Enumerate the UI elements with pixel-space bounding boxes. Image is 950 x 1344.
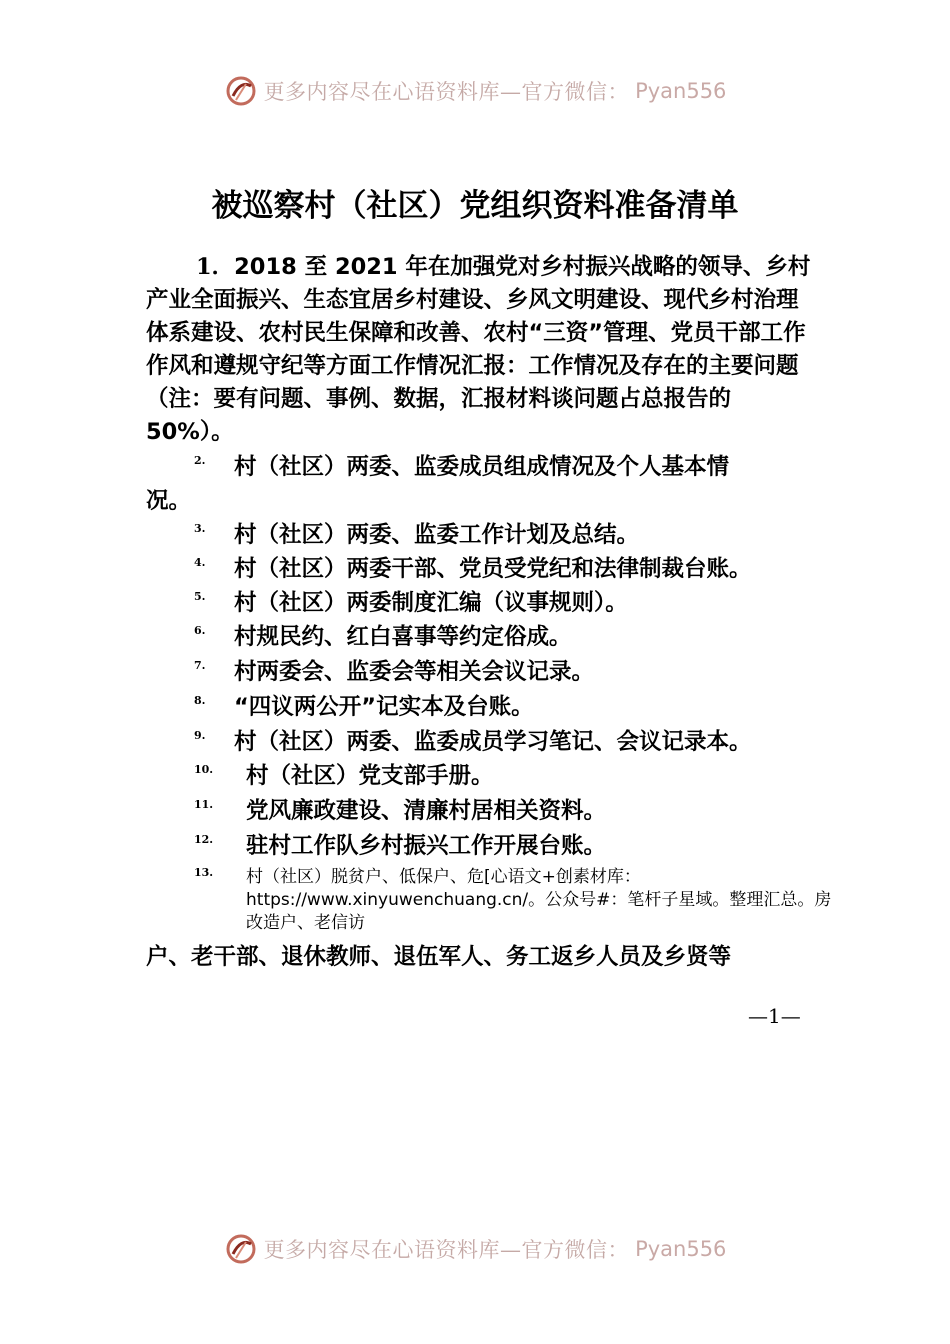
item-text: 村规民约、红白喜事等约定俗成。 bbox=[234, 624, 572, 650]
item-text: “四议两公开”记实本及台账。 bbox=[234, 694, 534, 720]
item-number: 3. bbox=[194, 522, 206, 535]
item-number: 5. bbox=[194, 590, 206, 603]
item-number: 10. bbox=[194, 763, 214, 776]
item-number: 8. bbox=[194, 694, 206, 707]
item-text: 村（社区）两委制度汇编（议事规则）。 bbox=[234, 590, 628, 616]
watermark-text: 更多内容尽在心语资料库—官方微信： bbox=[263, 80, 630, 104]
item-number: 4. bbox=[194, 556, 206, 569]
list-item-10 bbox=[146, 759, 826, 793]
list-item-12 bbox=[146, 829, 826, 863]
list-item-5 bbox=[146, 586, 826, 620]
item-text: 驻村工作队乡村振兴工作开展台账。 bbox=[246, 833, 607, 859]
page-number: —1— bbox=[748, 1004, 801, 1028]
item-text-continued: 况。 bbox=[146, 488, 192, 514]
page-title: 被巡察村（社区）党组织资料准备清单 bbox=[211, 188, 739, 224]
item-number: 12. bbox=[194, 833, 214, 846]
item-text: 村（社区）两委、监委工作计划及总结。 bbox=[234, 522, 640, 548]
item-number: 9. bbox=[194, 729, 206, 742]
watermark-text: 更多内容尽在心语资料库—官方微信： bbox=[263, 1238, 630, 1262]
list-item-13 bbox=[146, 866, 846, 935]
logo-icon bbox=[224, 74, 258, 108]
watermark-footer bbox=[0, 1232, 950, 1266]
item-text: 村（社区）两委干部、党员受党纪和法律制裁台账。 bbox=[234, 556, 752, 582]
list-item-7 bbox=[146, 655, 826, 689]
list-item-4 bbox=[146, 552, 826, 586]
list-item-6 bbox=[146, 620, 826, 654]
item-number: 11. bbox=[194, 798, 214, 811]
logo-icon bbox=[224, 1232, 258, 1266]
item-number: 13. bbox=[194, 866, 214, 879]
item-text: 村（社区）两委、监委成员学习笔记、会议记录本。 bbox=[234, 729, 752, 755]
item-number: 7. bbox=[194, 659, 206, 672]
list-item-1 bbox=[146, 251, 816, 449]
item-text: 村两委会、监委会等相关会议记录。 bbox=[234, 659, 595, 685]
item-number: 1． bbox=[196, 254, 235, 280]
list-item-9 bbox=[146, 725, 826, 759]
list-item-8 bbox=[146, 690, 826, 724]
watermark-handle: Pyan556 bbox=[635, 79, 727, 103]
list-item-11 bbox=[146, 794, 826, 828]
list-item-2 bbox=[146, 450, 826, 518]
list-item-3 bbox=[146, 518, 826, 552]
item-text: 村（社区）脱贫户、低保户、危[心语文+创素材库：https://www.xinyuwenchuang.cn/。公众号#：笔杆子星域。整理汇总。房改造户、老信访 bbox=[246, 867, 832, 933]
item-number: 6. bbox=[194, 624, 206, 637]
watermark-handle: Pyan556 bbox=[635, 1237, 727, 1261]
item-text: 2018 至 2021 年在加强党对乡村振兴战略的领导、乡村产业全面振兴、生态宜居乡村建设、乡风文明建设、现代乡村治理体系建设、农村民生保障和改善、农村“三资”管理、党员干部工作作风和遵规守纪等方面工作情况汇报：工作情况及存在的主要问题（注：要有问题、事例、数据，汇报材料谈问题占总报告的 50%）。 bbox=[146, 254, 811, 445]
item-text: 党风廉政建设、清廉村居相关资料。 bbox=[246, 798, 607, 824]
item-13-continued: 户、老干部、退休教师、退伍军人、务工返乡人员及乡贤等 bbox=[146, 944, 732, 970]
item-text: 村（社区）党支部手册。 bbox=[246, 763, 494, 789]
item-number: 2. bbox=[194, 454, 206, 467]
watermark-header bbox=[0, 74, 950, 108]
item-text: 村（社区）两委、监委成员组成情况及个人基本情 bbox=[234, 454, 730, 480]
